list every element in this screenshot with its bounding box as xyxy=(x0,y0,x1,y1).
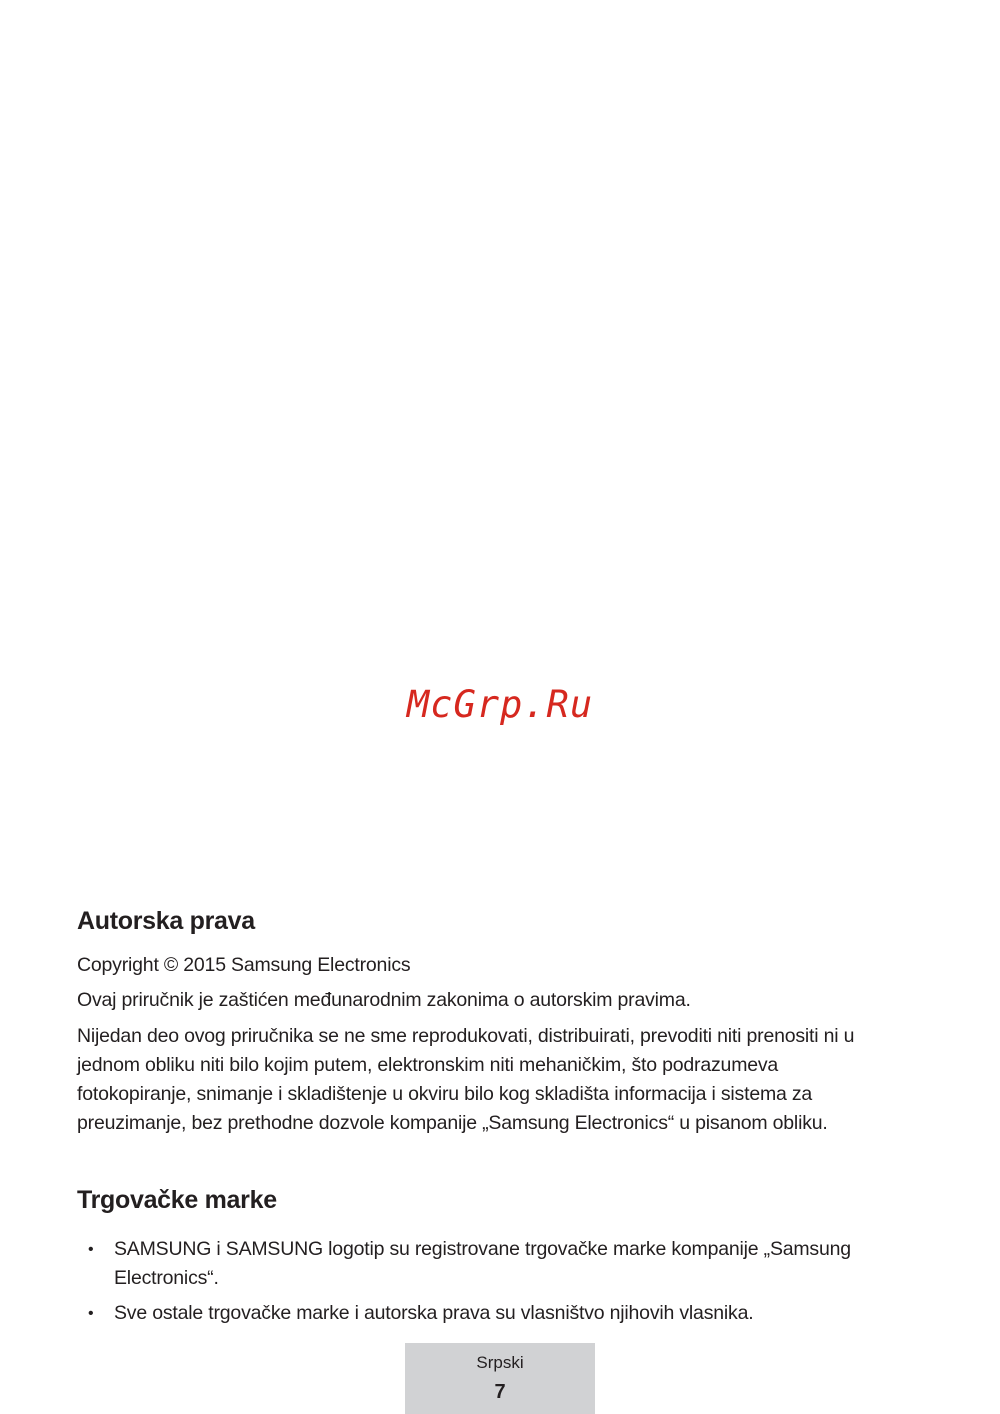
reproduction-restriction-paragraph: Nijedan deo ovog priručnika se ne sme reprodukovati, distribuirati, prevoditi niti prenositi ni u jednom obliku niti bilo kojim putem, elektronskim niti mehaničkim, što podrazumeva fotokopiranje, snimanje i skladištenje u okviru bilo kog skladišta informacija i sistema za preuzimanje, bez prethodne dozvole kompanije „Samsung Electronics“ u pisanom obliku. xyxy=(77,1025,855,1134)
list-item-text: Sve ostale trgovačke marke i autorska prava su vlasništvo njihovih vlasnika. xyxy=(114,1302,754,1324)
copyright-heading: Autorska prava xyxy=(77,907,255,935)
trademarks-heading: Trgovačke marke xyxy=(77,1186,277,1214)
copyright-notice: Copyright © 2015 Samsung Electronics xyxy=(77,954,411,976)
copyright-protection-paragraph: Ovaj priručnik je zaštićen međunarodnim zakonima o autorskim pravima. xyxy=(77,989,691,1011)
watermark-text: McGrp.Ru xyxy=(406,683,594,726)
main-content xyxy=(77,902,877,1334)
page-number: 7 xyxy=(494,1381,506,1403)
page-footer xyxy=(405,1343,595,1414)
footer-language: Srpski xyxy=(476,1353,524,1372)
list-item-text: SAMSUNG i SAMSUNG logotip su registrovane trgovačke marke kompanije „Samsung Electronics“. xyxy=(114,1238,851,1289)
list-item xyxy=(77,1299,877,1328)
bullet-icon: • xyxy=(88,1241,94,1258)
trademarks-list xyxy=(77,1235,877,1328)
list-item xyxy=(77,1235,877,1293)
bullet-icon: • xyxy=(88,1305,94,1322)
